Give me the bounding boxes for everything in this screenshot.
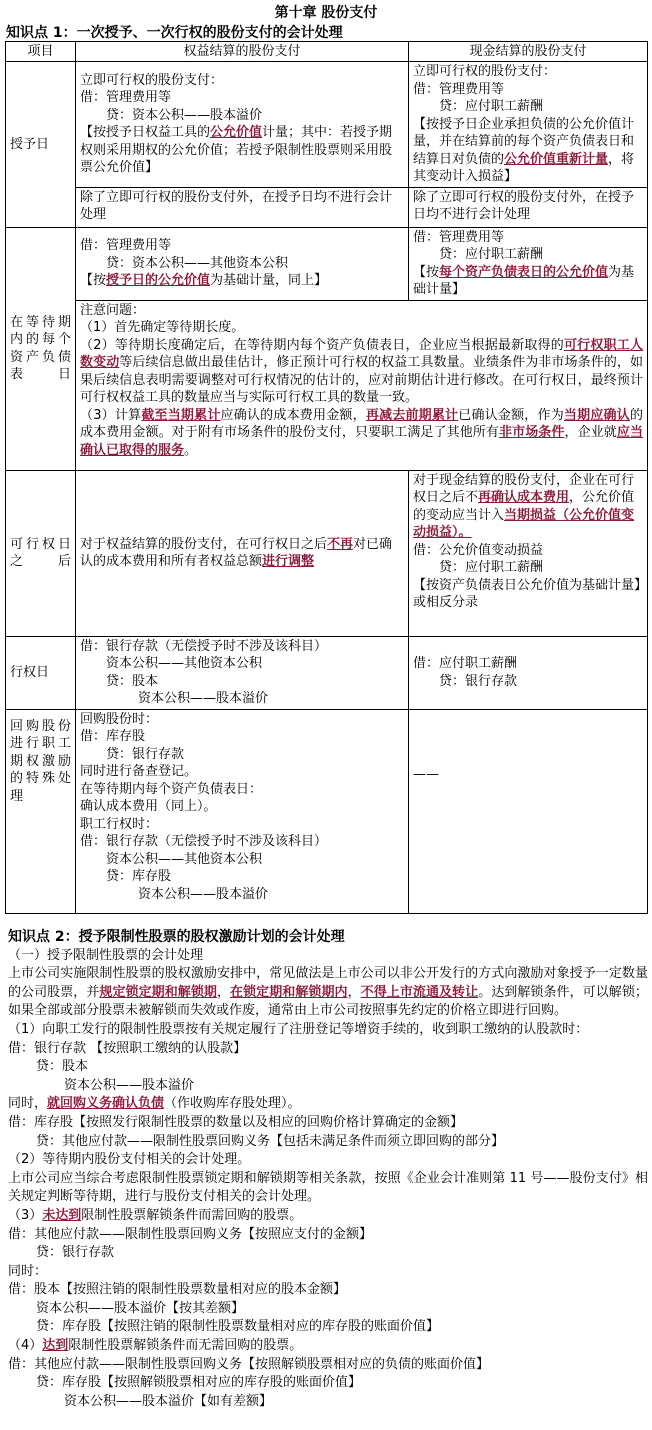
step-2-heading: （2）等待期内股份支付相关的会计处理。 (8, 1152, 251, 1168)
grant-date-equity-immediate (76, 62, 409, 188)
journal-credit: 贷：其他应付款——限制性股票回购义务【包括未满足条件而须立即回购的部分】 (36, 1133, 505, 1149)
after-vesting-equity-text (80, 536, 404, 571)
header-item: 项目 (6, 42, 76, 62)
para-text: 。达到解锁条件，可以解锁；如果全部或部分股票未被解锁而失效或作废，通常由上市公司按照事先约定的价格立即进行回购。 (8, 984, 648, 1019)
table-row-exercise-date (6, 636, 648, 709)
note-text: 对已确认的成本费用和所有者权益总额 (80, 536, 393, 569)
after-vesting-cash (409, 470, 648, 636)
journal-debit: 借：公允价值变动损益 (413, 542, 544, 558)
journal-credit: 贷：银行存款 (439, 673, 518, 689)
highlight-key-term: 非市场条件 (499, 425, 565, 440)
table-row-waiting-period-a (6, 227, 648, 300)
highlight-key-term: 就回购义务确认负债 (47, 1096, 165, 1112)
table-header-row (6, 42, 648, 62)
grant-date-cash-immediate (409, 62, 648, 188)
table-row-buyback (6, 709, 648, 913)
highlight-key-term: 未达到 (42, 1207, 82, 1223)
journal-credit: 贷：库存股【按照解锁股票相对应的库存股的账面价值】 (36, 1375, 362, 1391)
intro-paragraph (8, 965, 648, 1021)
para-text: 同时， (8, 1096, 48, 1112)
highlight-key-term: 在锁定期和解锁期内 (230, 984, 348, 1000)
para-text: （3） (8, 1207, 43, 1223)
buyback-equity (76, 709, 409, 913)
journal-credit: 贷：应付职工薪酬 (439, 560, 544, 575)
note-text: 【按 (80, 273, 107, 289)
journal-debit: 借：库存股 (80, 729, 146, 744)
highlight-key-term: 再确认成本费用 (478, 490, 570, 505)
after-vesting-equity (76, 470, 409, 636)
journal-credit: 资本公积——股本溢价 (64, 1077, 195, 1093)
table-row-grant-date-a (6, 62, 648, 188)
share-payment-table (5, 41, 648, 914)
para-text: 上市公司实施限制性股票的股权激励安排中，常见做法是上市公司以非公开发行的方式向激励对象授予一定数量的公司股票，并 (8, 966, 648, 1000)
header-cash-settled: 现金结算的股份支付 (409, 42, 648, 62)
notes-title: 注意问题： (80, 302, 146, 318)
highlight-key-term: 规定锁定期和解锁期 (99, 984, 217, 1000)
note-text: （2）等待期长度确定后，在等待期内每个资产负债表日，企业应当根据最新取得的 (80, 337, 564, 353)
row-label-buyback: 回购股份进行职工期权激励的特殊处理 (6, 709, 76, 913)
journal-credit: 贷：股本 (106, 673, 159, 689)
journal-debit: 借：库存股【按照发行限制性股票的数量以及相应的回购价格计算确定的金额】 (8, 1114, 464, 1130)
measurement-note (80, 272, 404, 290)
text-line: 同时进行备查登记。 (80, 764, 198, 779)
measurement-note (413, 116, 643, 186)
knowledge-point-1-heading: 知识点 1：一次授予、一次行权的股份支付的会计处理 (6, 25, 343, 41)
highlight-key-term: 再减去前期累计 (365, 407, 459, 423)
measurement-note: 【按资产负债表日公允价值为基础计量】 (413, 577, 648, 593)
journal-debit: 资本公积——其他资本公积 (106, 851, 263, 867)
note-text: 对于现金结算的股份支付，企业在可行权日之后不 (413, 472, 635, 505)
note-text: 【按 (413, 264, 440, 280)
journal-credit: 资本公积——股本溢价 (138, 691, 269, 706)
journal-debit: 借：银行存款（无偿授予时不涉及该科目） (80, 638, 328, 654)
waiting-period-notes (76, 300, 648, 470)
table-row-grant-date-b (6, 187, 648, 227)
highlight-key-term: 授予日的公允价值 (106, 273, 211, 289)
text-line: 职工行权时： (80, 816, 159, 832)
simultaneous-note: 同时： (8, 1263, 48, 1279)
note-text: 已确认金额，作为 (458, 407, 564, 423)
measurement-note (413, 264, 643, 299)
journal-debit: 借：应付职工薪酬 (413, 656, 518, 671)
note-text: 【按授予日权益工具的 (80, 125, 211, 141)
highlight-key-term: 应当确认已取得的服务 (80, 425, 643, 458)
row-label-after-vesting: 可行权日之后 (6, 470, 76, 636)
note-text: 计量；其中：若授予期权则采用期权的公允价值；若授予限制性股票则采用股票公允价值】 (80, 125, 393, 176)
note-item-2 (80, 337, 643, 407)
step-3-heading (8, 1207, 648, 1226)
para-text: ， (347, 984, 361, 1000)
highlight-key-term: 每个资产负债表日的公允价值 (439, 264, 609, 280)
journal-debit: 借：管理费用等 (80, 90, 172, 106)
note-text: 应确认的成本费用金额， (220, 407, 366, 423)
journal-debit: 资本公积——其他资本公积 (106, 656, 263, 671)
table-row-after-vesting (6, 470, 648, 636)
journal-debit: 借：银行存款（无偿授予时不涉及该科目） (80, 834, 328, 849)
journal-debit: 借：管理费用等 (413, 81, 505, 97)
highlight-key-term: 当期损益（公允价值变动损益）。 (413, 507, 635, 540)
note-item-1: （1）首先确定等待期长度。 (80, 320, 245, 335)
journal-credit: 贷：股本 (36, 1059, 89, 1075)
note-text: 对于权益结算的股份支付，在可行权日之后 (80, 536, 328, 552)
step-2-paragraph: 上市公司应当综合考虑限制性股票锁定期和解锁期等相关条款，按照《企业会计准则第 11 号——股份支付》相关规定判断等待期，进行与股份支付相关的会计处理。 (8, 1170, 648, 1205)
exercise-date-cash (409, 636, 648, 709)
journal-credit: 贷：银行存款 (36, 1245, 115, 1261)
text-line: 确认成本费用（同上）。 (80, 799, 217, 814)
knowledge-point-2-heading: 知识点 2：授予限制性股票的股权激励计划的会计处理 (8, 929, 345, 945)
note-text: ，企业就 (564, 425, 617, 440)
table-row-waiting-period-notes (6, 300, 648, 470)
highlight-key-term: 达到 (42, 1338, 69, 1354)
journal-credit: 贷：库存股 (106, 869, 172, 884)
knowledge-point-2-section (8, 928, 648, 1411)
highlight-key-term: 公允价值重新计量 (504, 151, 609, 167)
exercise-date-equity (76, 636, 409, 709)
simultaneous-note (8, 1095, 648, 1114)
journal-credit: 贷：应付职工薪酬 (439, 99, 544, 114)
highlight-key-term: 不再 (327, 536, 354, 552)
para-text: ， (216, 984, 231, 1000)
journal-debit: 借：其他应付款——限制性股票回购义务【按照应支付的金额】 (8, 1226, 373, 1242)
journal-credit: 贷：库存股【按照注销的限制性股票数量相对应的库存股的账面价值】 (36, 1319, 440, 1335)
note-text: 【按授予日企业承担负债的公允价值计量，并在结算前的每个资产负债表日和结算日对负债的 (413, 116, 635, 167)
step-4-heading (8, 1337, 648, 1356)
text-line: 回购股份时： (80, 711, 159, 727)
para-text: 限制性股票解锁条件而需回购的股票。 (81, 1207, 303, 1223)
row-label-exercise-date: 行权日 (6, 636, 76, 709)
note-text: 为基础计量，同上】 (210, 273, 328, 289)
after-vesting-cash-text (413, 472, 643, 542)
journal-debit: 借：股本【按照注销的限制性股票数量相对应的股本金额】 (8, 1282, 347, 1298)
note-text: 等后续信息做出最佳估计，修正预计可行权的权益工具数量。业绩条件为非市场条件的，如果后续信息表明需要调整对可行权情况的估计的，应对前期估计进行修改。在可行权日，最终预计可行权权益工具的数量应当与实际可行权工具的数量一致。 (80, 355, 643, 405)
highlight-key-term: 公允价值 (210, 125, 263, 141)
note-text: 为基础计量】 (413, 264, 635, 297)
header-equity-settled: 权益结算的股份支付 (76, 42, 409, 62)
highlight-key-term: 不得上市流通及转让 (360, 984, 479, 1000)
journal-credit: 资本公积——股本溢价 (138, 886, 269, 902)
para-text: 限制性股票解锁条件而无需回购的股票。 (68, 1338, 303, 1354)
journal-credit: 贷：资本公积——其他资本公积 (106, 255, 289, 271)
text-line: 在等待期内每个资产负债表日： (80, 781, 263, 797)
text-line: 立即可行权的股份支付： (413, 64, 557, 79)
para-text: （4） (8, 1338, 43, 1354)
text-line: 立即可行权的股份支付： (80, 72, 224, 88)
note-text: ，公允价值的变动应当计入 (413, 490, 635, 523)
grant-date-cash-other: 除了立即可行权的股份支付外，在授予日均不进行会计处理 (409, 187, 648, 227)
journal-credit: 贷：资本公积——股本溢价 (106, 107, 263, 123)
highlight-key-term: 进行调整 (262, 554, 315, 569)
chapter-title: 第十章 股份支付 (274, 5, 378, 21)
highlight-key-term: 当期应确认 (563, 407, 630, 423)
step-1-heading: （1）向职工发行的限制性股票按有关规定履行了注册登记等增资手续的，收到职工缴纳的认股款时： (8, 1021, 589, 1037)
note-text: 。 (184, 442, 198, 458)
journal-credit: 资本公积——股本溢价【如有差额】 (64, 1393, 273, 1409)
journal-debit: 借：银行存款 【按照职工缴纳的认股款】 (8, 1040, 247, 1056)
note-text: ，将其变动计入损益】 (413, 151, 635, 184)
buyback-cash: —— (409, 709, 648, 913)
highlight-key-term: 可行权职工人数变动 (80, 337, 643, 370)
row-label-waiting-period: 在等待期内的每个资产负债表日 (6, 227, 76, 470)
highlight-key-term: 截至当期累计 (141, 407, 221, 423)
journal-debit: 借：管理费用等 (413, 229, 505, 245)
journal-debit: 资本公积——股本溢价【按其差额】 (36, 1300, 245, 1316)
measurement-note (80, 124, 404, 177)
para-text: （作收购库存股处理）。 (164, 1096, 301, 1112)
journal-debit: 借：管理费用等 (80, 238, 172, 254)
journal-debit: 借：其他应付款——限制性股票回购义务【按照解锁股票相对应的负债的账面价值】 (8, 1356, 490, 1372)
waiting-period-cash (409, 227, 648, 300)
note-text: （3）计算 (80, 407, 142, 423)
journal-credit: 贷：应付职工薪酬 (439, 247, 544, 262)
subsection-title: （一）授予限制性股票的会计处理 (8, 947, 204, 963)
note-item-3 (80, 407, 643, 460)
grant-date-equity-other: 除了立即可行权的股份支付外，在授予日均不进行会计处理 (76, 187, 409, 227)
note-text: 的成本费用金额。对于附有市场条件的股份支付，只要职工满足了其他所有 (80, 407, 643, 440)
row-label-grant-date: 授予日 (6, 62, 76, 228)
reverse-entry-note: 或相反分录 (413, 595, 479, 610)
journal-credit: 贷：银行存款 (106, 746, 185, 762)
waiting-period-equity (76, 227, 409, 300)
